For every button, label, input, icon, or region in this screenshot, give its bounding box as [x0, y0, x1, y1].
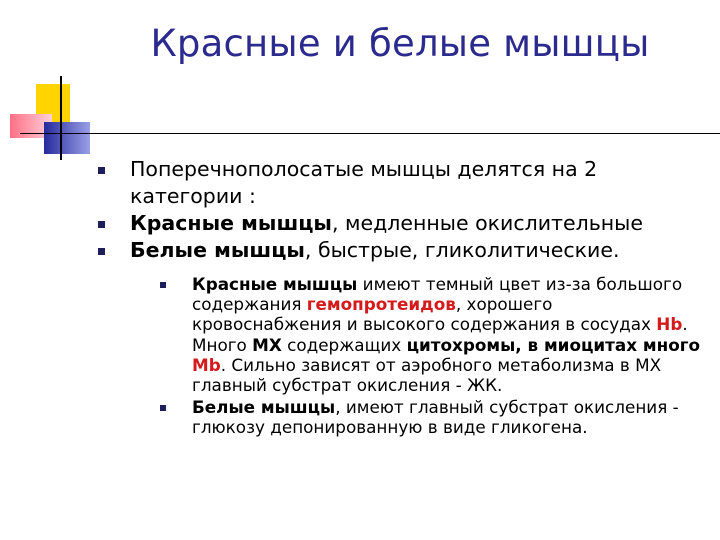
text-run: имеют темный цвет из-за большого содержания — [192, 274, 683, 315]
square-bullet-icon — [98, 248, 105, 255]
bullet-bold-term: Белые мышцы — [130, 238, 305, 262]
square-bullet-icon — [160, 405, 166, 411]
text-run: цитохромы, в — [406, 334, 544, 355]
square-bullet-icon — [160, 282, 166, 288]
sub-bullet-text — [192, 274, 700, 395]
decor-vertical-line — [60, 76, 62, 160]
text-run: миоцитах много — [543, 334, 701, 355]
text-run: содержащих — [281, 334, 407, 355]
decor-horizontal-line — [20, 133, 720, 134]
bullet-item-red-muscles — [96, 210, 706, 237]
text-run: Hb — [656, 314, 683, 335]
text-run: . Сильно зависят от аэробного метаболизма в МХ главный субстрат окисления - ЖК. — [192, 354, 662, 396]
text-run: , хорошего кровоснабжения и высокого содержания в сосудах — [192, 294, 657, 335]
bullet-text: Поперечнополосатые мышцы делятся на 2 категории : — [130, 157, 598, 208]
text-run: . Много — [192, 314, 688, 355]
sub-bullet-text — [192, 397, 679, 437]
bullet-text: , медленные окислительные — [331, 211, 643, 235]
text-run: Mb — [192, 354, 221, 375]
decor-blue-bar — [44, 122, 90, 154]
text-run: MX — [252, 334, 282, 355]
sub-bullet-list — [130, 274, 706, 438]
text-run: Белые мышцы — [192, 397, 336, 418]
sub-bullet-red-muscles — [158, 274, 706, 395]
text-run: , имеют главный субстрат окисления - глюкозу депонированную в виде гликогена. — [192, 397, 679, 438]
square-bullet-icon — [98, 221, 105, 228]
bullet-item-categories — [96, 156, 706, 210]
text-run: гемопротеидов — [306, 294, 456, 315]
bullet-list — [96, 156, 706, 438]
bullet-bold-term: Красные мышцы — [130, 211, 332, 235]
slide-title: Красные и белые мышцы — [150, 22, 650, 65]
text-run: Красные мышцы — [192, 274, 358, 294]
bullet-text: , быстрые, гликолитические. — [304, 238, 620, 262]
square-bullet-icon — [98, 167, 105, 174]
sub-bullet-white-muscles — [158, 397, 706, 437]
bullet-item-white-muscles — [96, 237, 706, 438]
slide-content — [96, 156, 706, 438]
